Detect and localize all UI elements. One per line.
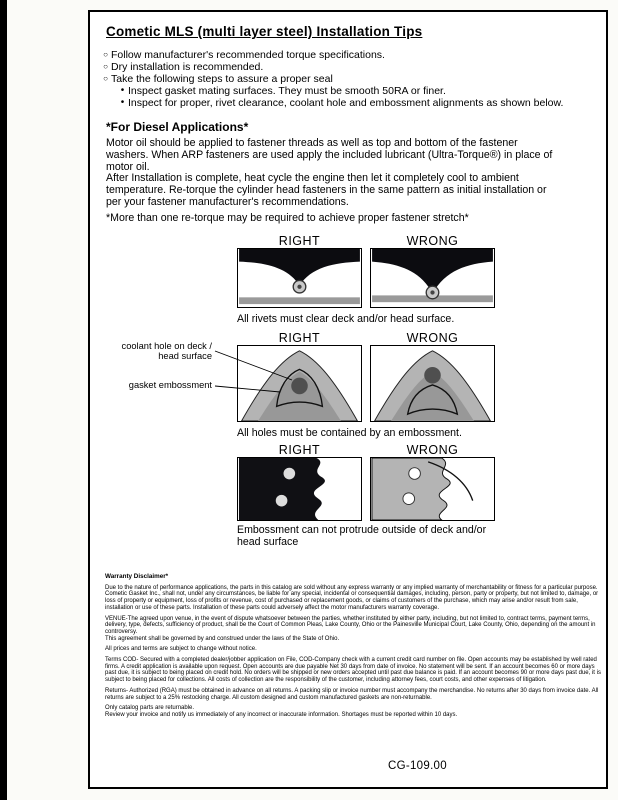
- disclaimer-paragraph: Only catalog parts are returnable.: [105, 705, 195, 712]
- warranty-disclaimer: [105, 574, 604, 723]
- right-column-label: RIGHT: [278, 331, 321, 345]
- page-title: Cometic MLS (multi layer steel) Installation Tips: [106, 24, 423, 39]
- tip-text: Dry installation is recommended.: [111, 61, 264, 73]
- disclaimer-paragraph: All prices and terms are subject to change without notice.: [105, 646, 257, 653]
- diagram-rivet-right: [237, 248, 362, 308]
- tip-item: [100, 61, 592, 73]
- wrong-column-label: WRONG: [406, 234, 459, 248]
- open-bullet-icon: ○: [103, 74, 108, 83]
- tip-text: Take the following steps to assure a proper seal: [111, 73, 333, 85]
- tip-sub-item: [100, 97, 592, 109]
- embossment-caption: All holes must be contained by an embossment.: [237, 427, 462, 439]
- gasket-embossment-label: gasket embossment: [128, 380, 212, 390]
- diesel-paragraph-1: Motor oil should be applied to fastener threads as well as top and bottom of the fastener washers. When ARP fasteners are used apply the included lubricant (Ultra-Torque®) in place of motor oil.: [106, 137, 553, 173]
- protrusion-caption: Embossment can not protrude outside of deck and/or head surface: [237, 524, 487, 548]
- diagram-rivet-wrong: [370, 248, 495, 308]
- page-code: CG-109.00: [388, 760, 447, 772]
- diagram-protrusion-right: [237, 457, 362, 521]
- right-column-label: RIGHT: [278, 234, 321, 248]
- tip-text: Follow manufacturer's recommended torque specifications.: [111, 49, 385, 61]
- rivet-caption: All rivets must clear deck and/or head surface.: [237, 313, 455, 325]
- tip-item: [100, 73, 592, 85]
- tip-sub-item: [100, 85, 592, 97]
- tip-text: Inspect gasket mating surfaces. They must be smooth 50RA or finer.: [128, 85, 446, 97]
- disclaimer-paragraph: Review your invoice and notify us immediately of any incorrect or inaccurate information. Shortages must be reported within 10 days.: [105, 711, 458, 718]
- disclaimer-paragraph: Due to the nature of performance applications, the parts in this catalog are sold without any express warranty or any implied warranty of merchantability or fitness for a particular purpose. Cometic Gasket Inc., shall not, under any circumstances, be liable for any special, incidental or consequential damages, including, person, party or property, but not limited to, damage, or loss of property or equipment, loss of profits or revenue, cost of purchased or replacement goods, or claims of customers of the purchase, which may arise and/or result from sale, installation or use of these parts. Installation of these parts could adversely affect the motor manufacturers warranty coverage.: [105, 584, 599, 611]
- solid-bullet-icon: •: [120, 85, 125, 96]
- content-frame: [88, 10, 608, 789]
- diagram-protrusion-wrong: [370, 457, 495, 521]
- open-bullet-icon: ○: [103, 62, 108, 71]
- open-bullet-icon: ○: [103, 50, 108, 59]
- tip-item: [100, 49, 592, 61]
- wrong-column-label: WRONG: [406, 443, 459, 457]
- diagram-embossment-right: [237, 345, 362, 422]
- tips-list: [100, 49, 592, 109]
- right-column-label: RIGHT: [278, 443, 321, 457]
- wrong-column-label: WRONG: [406, 331, 459, 345]
- retorque-note: *More than one re-torque may be required to achieve proper fastener stretch*: [106, 212, 469, 224]
- diesel-paragraph-2: After Installation is complete, heat cycle the engine then let it completely cool to ambient temperature. Re-torque the cylinder head fasteners in the same pattern as initial installation or per your fastener manufacturer's recommendations.: [106, 172, 547, 208]
- page-binding-edge: [0, 0, 7, 800]
- diagram-section: [90, 234, 606, 550]
- diesel-applications-heading: *For Diesel Applications*: [106, 120, 249, 134]
- solid-bullet-icon: •: [120, 97, 125, 108]
- coolant-hole-label: coolant hole on deck / head surface: [121, 341, 212, 361]
- disclaimer-paragraph: This agreement shall be governed by and construed under the laws of the State of Ohio.: [105, 635, 340, 642]
- disclaimer-paragraph: Returns- Authorized (RGA) must be obtained in advance on all returns. A packing slip or invoice number must accompany the merchandise. No returns after 30 days from invoice date. All returns are subject to a 25% restocking charge. All custom designed and custom manufactured gaskets are non-returnable.: [105, 687, 599, 701]
- disclaimer-paragraph: VENUE-The agreed upon venue, in the event of dispute whatsoever between the parties, whether instituted by either party, including, but not limited to, contract terms, payment terms, delivery, type, defects, sufficiency of product, shall be the Court of Common Pleas, Lake County, Ohio or the Painesville Municipal Court, Lake County, Ohio, depending on the amount in controversy.: [105, 615, 596, 635]
- disclaimer-paragraph: Terms COD- Secured with a completed dealer/jobber application on File, COD-Company check with a current credit card number on file. Open accounts may be established by well rated firms. A credit application is available upon request. Open accounts are due payable Net 30 days from date of invoice. No statement will be sent. If an account becomes 60 or more days past due, it is subject to being placed on credit hold. No orders will be shipped or new orders accepted until past due balance is paid. If an account becomes 90 or more days past due, it is subject to being placed for collections. All costs of collection are the responsibility of the customer, including attorney fees, court costs, and other expenses of litigation.: [105, 657, 601, 684]
- diagram-embossment-wrong: [370, 345, 495, 422]
- tip-text: Inspect for proper, rivet clearance, coolant hole and embossment alignments as shown below.: [128, 97, 564, 109]
- warranty-disclaimer-heading: Warranty Disclaimer*: [105, 573, 169, 580]
